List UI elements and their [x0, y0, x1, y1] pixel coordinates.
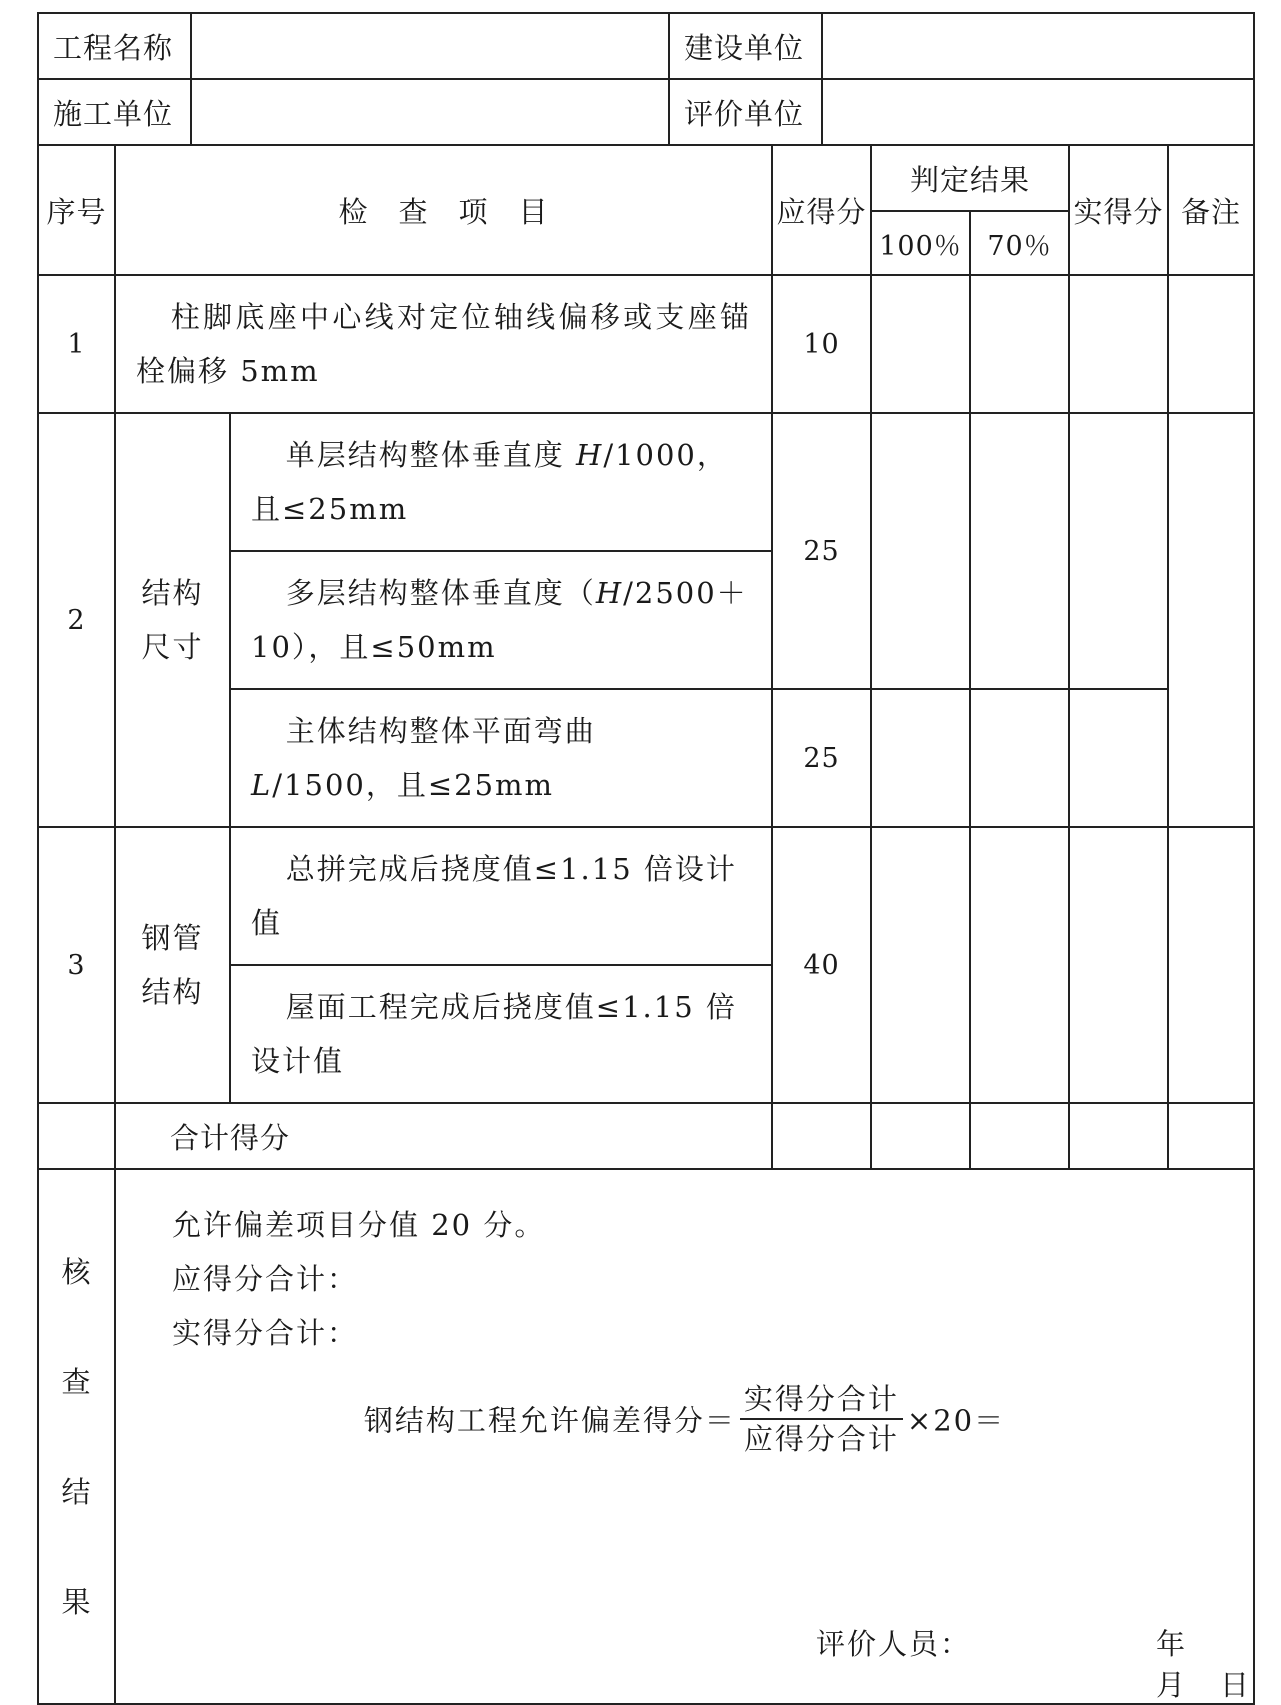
row2-sub3-pct70-cell[interactable]	[970, 689, 1069, 827]
row2-sub1-text-a: 单层结构整体垂直度	[285, 438, 577, 472]
row3-actual-score-cell[interactable]	[1069, 827, 1168, 1103]
construction-unit-label: 施工单位	[38, 79, 191, 145]
date-month: 月	[1156, 1668, 1187, 1702]
total-seq-cell	[38, 1103, 115, 1169]
row2-category-line2: 尺寸	[141, 630, 204, 664]
result-label-char-2: 查	[61, 1364, 92, 1399]
builder-label: 建设单位	[669, 13, 822, 79]
row2-sub2-text-b: /2500＋10），且≤50mm	[251, 576, 748, 664]
row2-sub3-symbol: L	[251, 768, 273, 802]
evaluation-form	[37, 12, 1253, 1702]
row2-sub3-text-a: 主体结构整体平面弯曲	[285, 714, 596, 748]
row1-actual-score-cell[interactable]	[1069, 275, 1168, 413]
construction-unit-field[interactable]	[191, 79, 669, 145]
score-formula	[116, 1380, 1253, 1458]
formula-fraction	[740, 1380, 903, 1458]
total-label: 合计得分	[115, 1103, 772, 1169]
total-due-score-cell[interactable]	[772, 1103, 871, 1169]
result-line-1: 允许偏差项目分值 20 分。	[172, 1208, 546, 1242]
result-line-3: 实得分合计：	[172, 1316, 359, 1350]
col-pct70-header: 70％	[970, 211, 1069, 275]
col-actual-score-header: 实得分	[1069, 145, 1168, 275]
row3-due-score: 40	[772, 827, 871, 1103]
row3-seq: 3	[38, 827, 115, 1103]
formula-rhs: ×20＝	[906, 1403, 1006, 1438]
row1-due-score: 10	[772, 275, 871, 413]
row3-sub2-text: 屋面工程完成后挠度值≤1.15 倍设计值	[230, 965, 772, 1103]
builder-field[interactable]	[822, 13, 1254, 79]
total-row	[38, 1103, 1254, 1169]
row1-pct100-cell[interactable]	[871, 275, 970, 413]
sign-date	[1156, 1622, 1253, 1704]
result-label-char-4: 果	[61, 1584, 92, 1619]
formula-numerator: 实得分合计	[740, 1380, 903, 1420]
row1-remark-cell[interactable]	[1168, 275, 1254, 413]
row2-remark-cell[interactable]	[1168, 413, 1254, 827]
row3-pct100-cell[interactable]	[871, 827, 970, 1103]
row2-sub1-text	[230, 413, 772, 551]
signer-label: 评价人员：	[816, 1627, 972, 1661]
row3-category	[115, 827, 230, 1103]
date-year: 年	[1156, 1627, 1187, 1661]
total-actual-score-cell[interactable]	[1069, 1103, 1168, 1169]
col-pct100-header: 100％	[871, 211, 970, 275]
header-row-2	[38, 79, 1254, 145]
row3-sub1-text: 总拼完成后挠度值≤1.15 倍设计值	[230, 827, 772, 965]
check-items-table	[37, 144, 1255, 1705]
row2-sub12-actual-score-cell[interactable]	[1069, 413, 1168, 689]
row2-sub3-text-b: /1500，且≤25mm	[272, 768, 555, 802]
row3-category-line1: 钢管	[141, 921, 204, 955]
row2-sub3-pct100-cell[interactable]	[871, 689, 970, 827]
result-content	[115, 1169, 1254, 1704]
evaluator-unit-field[interactable]	[822, 79, 1254, 145]
row1-seq: 1	[38, 275, 115, 413]
date-day: 日	[1220, 1668, 1251, 1702]
col-remark-header: 备注	[1168, 145, 1254, 275]
project-name-label: 工程名称	[38, 13, 191, 79]
row2-sub2-symbol: H	[595, 576, 624, 610]
row2-sub2-text	[230, 551, 772, 689]
row3-pct70-cell[interactable]	[970, 827, 1069, 1103]
row2-sub1-symbol: H	[576, 438, 604, 472]
col-check-item-header: 检 查 项 目	[115, 145, 772, 275]
formula-lhs: 钢结构工程允许偏差得分＝	[363, 1403, 736, 1438]
table-row	[38, 275, 1254, 413]
total-pct100-cell[interactable]	[871, 1103, 970, 1169]
table-row	[38, 413, 1254, 551]
table-row	[38, 827, 1254, 965]
row2-category	[115, 413, 230, 827]
formula-denominator: 应得分合计	[743, 1422, 899, 1456]
row2-sub12-pct100-cell[interactable]	[871, 413, 970, 689]
project-name-field[interactable]	[191, 13, 669, 79]
header-row-1	[38, 13, 1254, 79]
result-row	[38, 1169, 1254, 1704]
row2-category-line1: 结构	[141, 576, 204, 610]
row2-sub3-text	[230, 689, 772, 827]
row2-sub2-text-a: 多层结构整体垂直度（	[285, 576, 596, 610]
row2-sub12-due-score: 25	[772, 413, 871, 689]
row3-remark-cell[interactable]	[1168, 827, 1254, 1103]
column-header-row-1	[38, 145, 1254, 211]
col-seq-header: 序号	[38, 145, 115, 275]
col-due-score-header: 应得分	[772, 145, 871, 275]
total-remark-cell[interactable]	[1168, 1103, 1254, 1169]
row2-sub3-actual-score-cell[interactable]	[1069, 689, 1168, 827]
row1-pct70-cell[interactable]	[970, 275, 1069, 413]
result-label-char-1: 核	[61, 1254, 92, 1289]
row2-sub12-pct70-cell[interactable]	[970, 413, 1069, 689]
col-judgement-header: 判定结果	[871, 145, 1069, 211]
row2-sub1-text-b: /1000，且≤25mm	[251, 438, 728, 526]
row1-item-text: 柱脚底座中心线对定位轴线偏移或支座锚栓偏移 5mm	[115, 275, 772, 413]
row2-seq: 2	[38, 413, 115, 827]
result-label-char-3: 结	[61, 1474, 92, 1509]
row3-category-line2: 结构	[141, 975, 204, 1009]
result-line-2: 应得分合计：	[172, 1262, 359, 1296]
form-header-table	[37, 12, 1255, 146]
result-label	[38, 1169, 115, 1704]
row2-sub3-due-score: 25	[772, 689, 871, 827]
total-pct70-cell[interactable]	[970, 1103, 1069, 1169]
evaluator-unit-label: 评价单位	[669, 79, 822, 145]
